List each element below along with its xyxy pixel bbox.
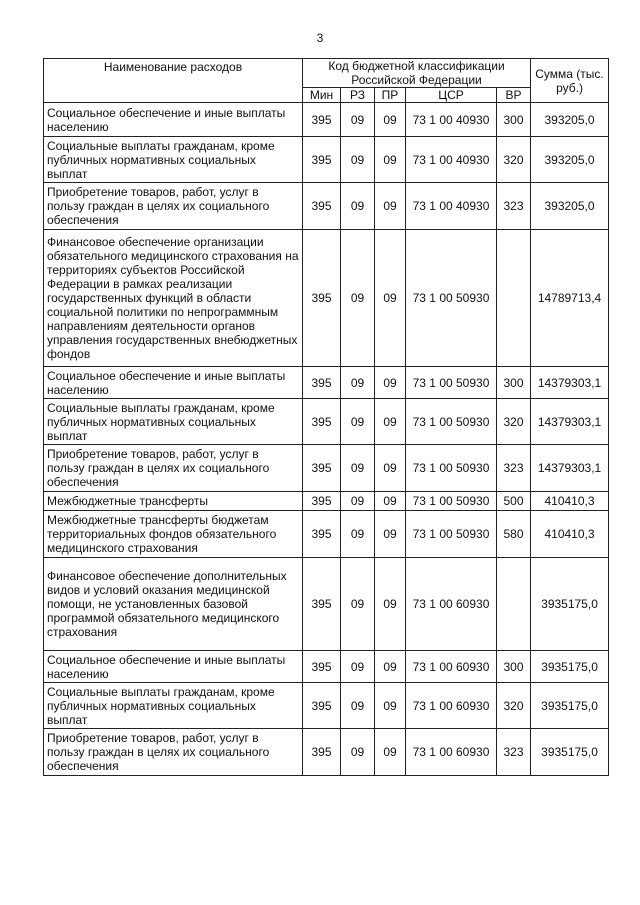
header-amount: Сумма (тыс. руб.) — [531, 59, 609, 103]
row-rz: 09 — [341, 183, 375, 230]
budget-table — [43, 58, 609, 776]
table-row — [44, 651, 609, 683]
row-csr: 73 1 00 50930 — [406, 492, 497, 511]
row-rz: 09 — [341, 103, 375, 137]
row-rz: 09 — [341, 137, 375, 183]
row-min: 395 — [303, 399, 341, 445]
row-name: Социальные выплаты гражданам, кроме публичных нормативных социальных выплат — [44, 683, 303, 729]
row-min: 395 — [303, 492, 341, 511]
row-csr: 73 1 00 50930 — [406, 367, 497, 399]
row-min: 395 — [303, 445, 341, 492]
row-vr: 323 — [497, 729, 531, 776]
row-csr: 73 1 00 60930 — [406, 729, 497, 776]
row-amount: 3935175,0 — [531, 558, 609, 651]
row-name: Социальное обеспечение и иные выплаты населению — [44, 103, 303, 137]
row-rz: 09 — [341, 558, 375, 651]
row-min: 395 — [303, 683, 341, 729]
row-amount: 3935175,0 — [531, 651, 609, 683]
row-amount: 14379303,1 — [531, 445, 609, 492]
row-amount: 14789713,4 — [531, 230, 609, 367]
row-amount: 14379303,1 — [531, 399, 609, 445]
row-vr — [497, 558, 531, 651]
row-csr: 73 1 00 40930 — [406, 103, 497, 137]
row-pr: 09 — [375, 230, 406, 367]
row-name: Финансовое обеспечение организации обязательного медицинского страхования на территориях субъектов Российской Федерации в рамках реализации государственных функций в области социальной политики по непрограммным направлениям деятельности органов управления государственных внебюджетных фондов — [44, 230, 303, 367]
row-vr: 320 — [497, 399, 531, 445]
row-name: Приобретение товаров, работ, услуг в пользу граждан в целях их социального обеспечения — [44, 183, 303, 230]
table-row — [44, 511, 609, 558]
row-rz: 09 — [341, 492, 375, 511]
row-min: 395 — [303, 558, 341, 651]
row-name: Социальное обеспечение и иные выплаты населению — [44, 651, 303, 683]
header-pr: ПР — [375, 88, 406, 103]
row-csr: 73 1 00 50930 — [406, 230, 497, 367]
row-pr: 09 — [375, 558, 406, 651]
row-pr: 09 — [375, 183, 406, 230]
table-row — [44, 445, 609, 492]
row-amount: 3935175,0 — [531, 683, 609, 729]
table-body — [44, 103, 609, 776]
row-csr: 73 1 00 40930 — [406, 137, 497, 183]
table-row — [44, 492, 609, 511]
row-csr: 73 1 00 50930 — [406, 445, 497, 492]
row-csr: 73 1 00 50930 — [406, 511, 497, 558]
header-min: Мин — [303, 88, 341, 103]
row-name: Приобретение товаров, работ, услуг в пользу граждан в целях их социального обеспечения — [44, 729, 303, 776]
row-min: 395 — [303, 230, 341, 367]
row-pr: 09 — [375, 683, 406, 729]
row-csr: 73 1 00 60930 — [406, 558, 497, 651]
row-amount: 393205,0 — [531, 137, 609, 183]
row-amount: 3935175,0 — [531, 729, 609, 776]
row-amount: 393205,0 — [531, 183, 609, 230]
row-name: Финансовое обеспечение дополнительных видов и условий оказания медицинской помощи, не установленных базовой программой обязательного медицинского страхования — [44, 558, 303, 651]
row-vr: 300 — [497, 651, 531, 683]
row-rz: 09 — [341, 511, 375, 558]
row-min: 395 — [303, 511, 341, 558]
table-row — [44, 683, 609, 729]
row-pr: 09 — [375, 651, 406, 683]
row-name: Социальные выплаты гражданам, кроме публичных нормативных социальных выплат — [44, 399, 303, 445]
table-row — [44, 399, 609, 445]
row-pr: 09 — [375, 445, 406, 492]
page-number: 3 — [316, 31, 324, 45]
row-rz: 09 — [341, 367, 375, 399]
row-vr — [497, 230, 531, 367]
row-name: Социальные выплаты гражданам, кроме публичных нормативных социальных выплат — [44, 137, 303, 183]
row-rz: 09 — [341, 230, 375, 367]
row-rz: 09 — [341, 729, 375, 776]
row-amount: 393205,0 — [531, 103, 609, 137]
row-pr: 09 — [375, 137, 406, 183]
header-csr: ЦСР — [406, 88, 497, 103]
table-row — [44, 183, 609, 230]
row-name: Межбюджетные трансферты — [44, 492, 303, 511]
table-row — [44, 103, 609, 137]
row-name: Приобретение товаров, работ, услуг в пользу граждан в целях их социального обеспечения — [44, 445, 303, 492]
row-amount: 14379303,1 — [531, 367, 609, 399]
row-amount: 410410,3 — [531, 492, 609, 511]
table-row — [44, 137, 609, 183]
row-min: 395 — [303, 183, 341, 230]
row-pr: 09 — [375, 511, 406, 558]
row-vr: 320 — [497, 683, 531, 729]
row-vr: 580 — [497, 511, 531, 558]
row-name: Межбюджетные трансферты бюджетам территориальных фондов обязательного медицинского страхования — [44, 511, 303, 558]
row-min: 395 — [303, 137, 341, 183]
table-row — [44, 367, 609, 399]
row-vr: 323 — [497, 183, 531, 230]
row-csr: 73 1 00 50930 — [406, 399, 497, 445]
table-row — [44, 230, 609, 367]
header-rz: РЗ — [341, 88, 375, 103]
row-vr: 300 — [497, 367, 531, 399]
header-vr: ВР — [497, 88, 531, 103]
row-csr: 73 1 00 40930 — [406, 183, 497, 230]
row-pr: 09 — [375, 492, 406, 511]
row-pr: 09 — [375, 367, 406, 399]
row-pr: 09 — [375, 729, 406, 776]
table-header-row — [44, 59, 609, 88]
row-csr: 73 1 00 60930 — [406, 651, 497, 683]
row-min: 395 — [303, 651, 341, 683]
row-rz: 09 — [341, 399, 375, 445]
row-min: 395 — [303, 103, 341, 137]
row-pr: 09 — [375, 103, 406, 137]
row-name: Социальное обеспечение и иные выплаты населению — [44, 367, 303, 399]
table-row — [44, 729, 609, 776]
row-csr: 73 1 00 60930 — [406, 683, 497, 729]
header-name: Наименование расходов — [44, 59, 303, 103]
table-row — [44, 558, 609, 651]
row-vr: 500 — [497, 492, 531, 511]
row-rz: 09 — [341, 683, 375, 729]
row-rz: 09 — [341, 651, 375, 683]
row-pr: 09 — [375, 399, 406, 445]
row-vr: 300 — [497, 103, 531, 137]
row-vr: 323 — [497, 445, 531, 492]
row-rz: 09 — [341, 445, 375, 492]
row-min: 395 — [303, 729, 341, 776]
row-amount: 410410,3 — [531, 511, 609, 558]
row-vr: 320 — [497, 137, 531, 183]
header-code-group: Код бюджетной классификации Российской Федерации — [303, 59, 531, 88]
row-min: 395 — [303, 367, 341, 399]
